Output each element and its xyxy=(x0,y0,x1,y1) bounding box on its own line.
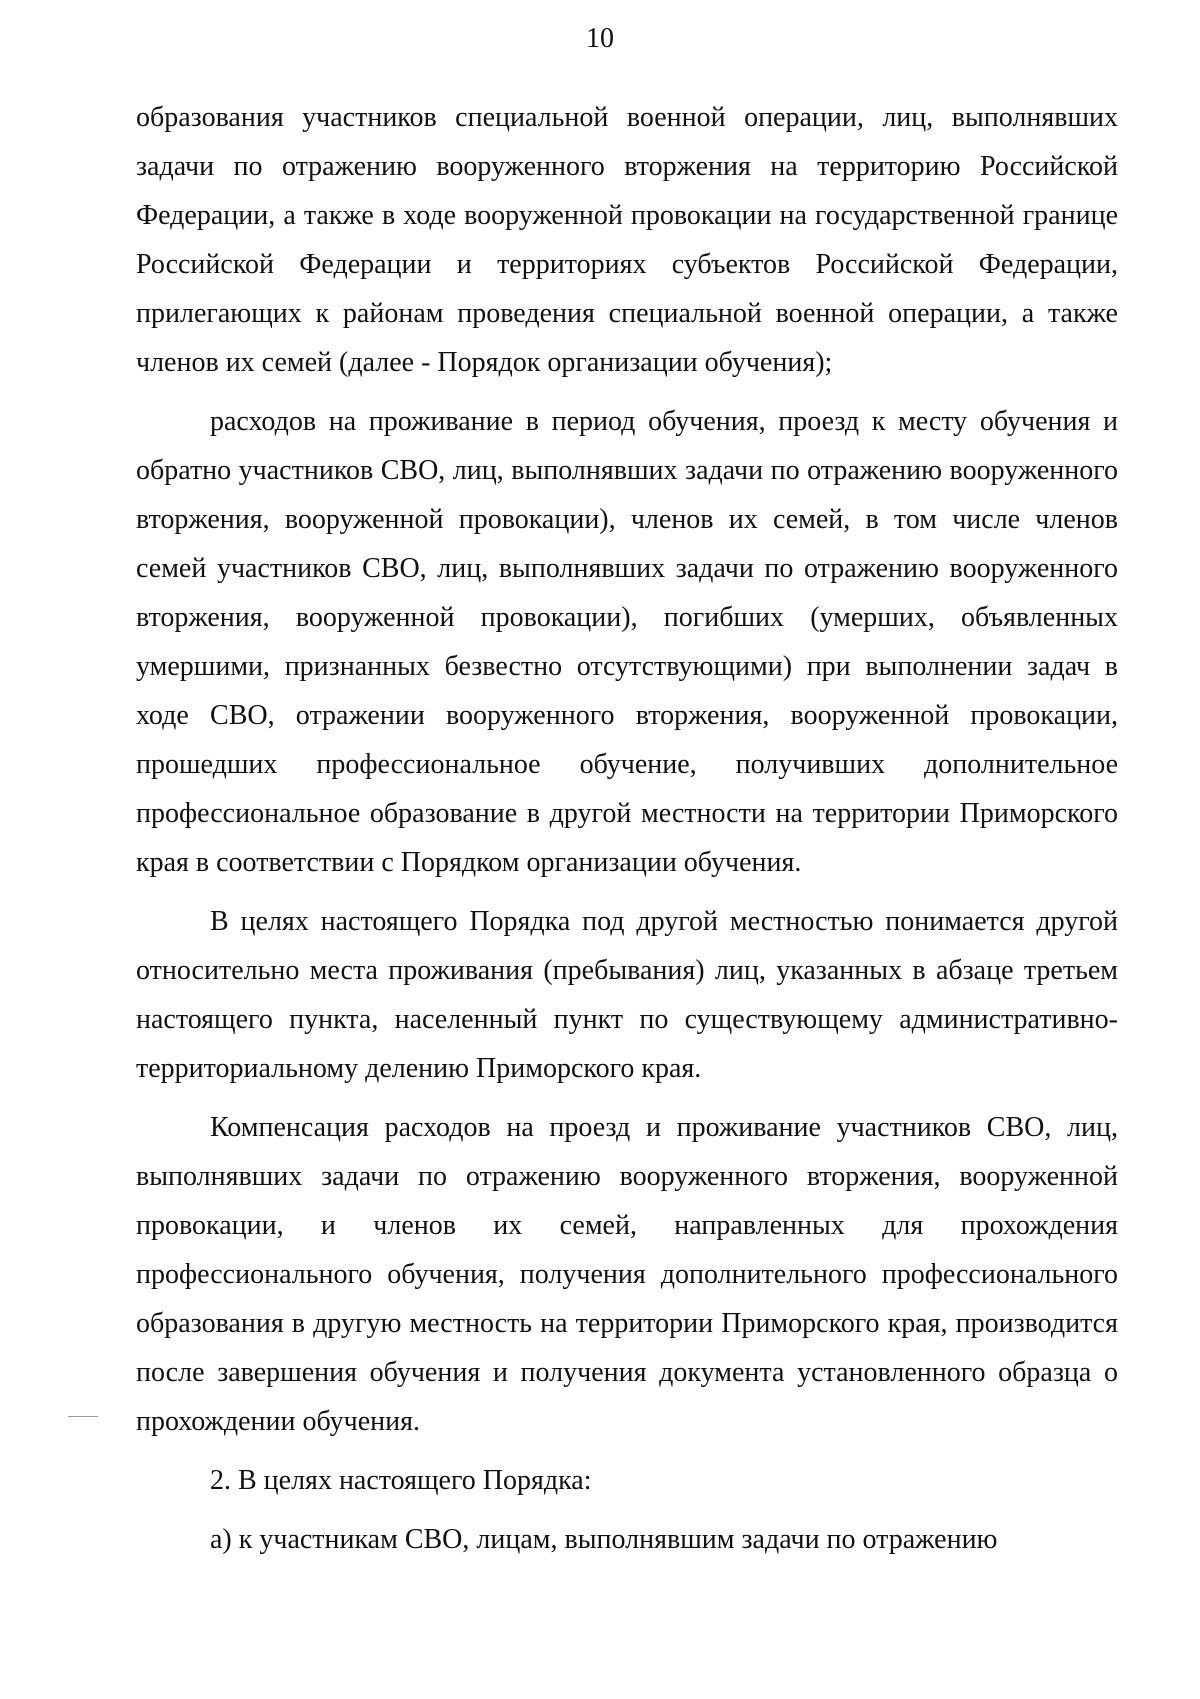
body-text xyxy=(136,93,1118,1564)
paragraph-section-2: 2. В целях настоящего Порядка: xyxy=(210,1465,592,1496)
paragraph-continuation: образования участников специальной военной операции, лиц, выполнявших задачи по отражению вооруженного вторжения на территорию Российской Федерации, а также в ходе вооруженной провокации на государственной границе Российской Федерации и территориях субъектов Российской Федерации, прилегающих к районам проведения специальной военной операции, а также членов их семей (далее - Порядок организации обучения); xyxy=(136,102,1118,378)
paragraph-item-a: а) к участникам СВО, лицам, выполнявшим задачи по отражению xyxy=(210,1524,998,1555)
paragraph-expenses: расходов на проживание в период обучения, проезд к месту обучения и обратно участников СВО, лиц, выполнявших задачи по отражению вооруженного вторжения, вооруженной провокации), членов их семей, в том числе членов семей участников СВО, лиц, выполнявших задачи по отражению вооруженного вторжения, вооруженной провокации), погибших (умерших, объявленных умершими, признанных безвестно отсутствующими) при выполнении задач в ходе СВО, отражении вооруженного вторжения, вооруженной провокации, прошедших профессиональное обучение, получивших дополнительное профессиональное образование в другой местности на территории Приморского края в соответствии с Порядком организации обучения. xyxy=(136,406,1118,878)
page-number: 10 xyxy=(586,23,614,54)
paragraph-compensation: Компенсация расходов на проезд и проживание участников СВО, лиц, выполнявших задачи по отражению вооруженного вторжения, вооруженной провокации, и членов их семей, направленных для прохождения профессионального обучения, получения дополнительного профессионального образования в другую местность на территории Приморского края, производится после завершения обучения и получения документа установленного образца о прохождении обучения. xyxy=(136,1112,1118,1437)
scan-mark xyxy=(68,1416,98,1417)
paragraph-other-locality: В целях настоящего Порядка под другой местностью понимается другой относительно места проживания (пребывания) лиц, указанных в абзаце третьем настоящего пункта, населенный пункт по существующему административно-территориальному делению Приморского края. xyxy=(136,906,1118,1084)
